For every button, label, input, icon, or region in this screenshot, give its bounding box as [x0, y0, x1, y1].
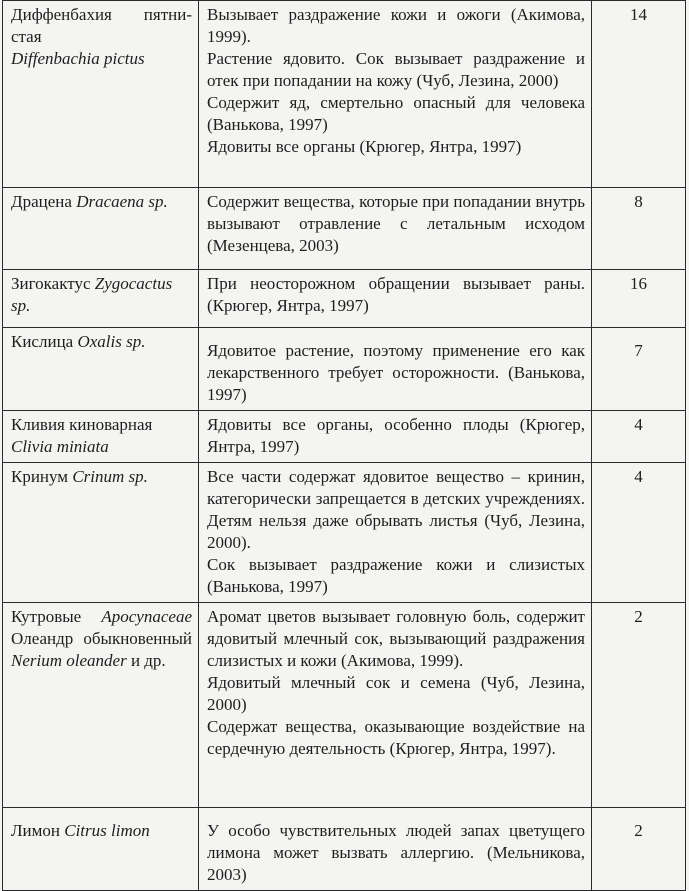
description-cell [199, 463, 592, 603]
description-paragraph: Все части содержат ядовитое вещество – кринин, категорически запрещается в детских учреждениях. Детям нельзя даже обрывать листья (Чуб, Лезина, 2000). [207, 467, 585, 552]
description-paragraph: Сок вызывает раздражение кожи и слизистых (Ванькова, 1997) [207, 555, 585, 596]
count-cell [592, 808, 686, 891]
plant-name-cell [3, 808, 199, 891]
plant-name-cell [3, 188, 199, 270]
description-cell [199, 188, 592, 270]
description-cell [199, 1, 592, 188]
table-row [3, 328, 686, 411]
count-cell: 14 [592, 1, 686, 188]
description-paragraph: При неосторожном обращении вызывает раны. (Крюгер, Янтра, 1997) [207, 274, 585, 315]
count-value: 7 [634, 341, 643, 360]
description-paragraph: Ядовиты все органы, особенно плоды (Крюгер, Янтра, 1997) [207, 415, 585, 456]
table-row [3, 188, 686, 270]
table-row [3, 463, 686, 603]
description-paragraph: У особо чувствительных людей запах цветущего лимона может вызвать аллергию. (Мельникова, 2003) [207, 821, 585, 884]
plant-name: и др. [126, 651, 166, 670]
plant-name: Кислица [11, 332, 78, 351]
count-cell: 8 [592, 188, 686, 270]
plant-name-cell [3, 270, 199, 328]
description-paragraph: Вызывает раздражение кожи и ожоги (Акимова, 1999). [207, 5, 585, 46]
count-cell [592, 328, 686, 411]
plant-name: стая [11, 27, 42, 46]
plant-latin-name: Apocynaceae [101, 607, 192, 626]
plant-latin-name: Dracaena sp. [76, 192, 168, 211]
plant-latin-name: Nerium oleander [11, 651, 127, 670]
description-cell [199, 411, 592, 463]
description-paragraph: Содержат вещества, оказывающие воздействие на сердечную деятельность (Крюгер, Янтра, 1997). [207, 717, 585, 758]
table-row [3, 270, 686, 328]
plant-name-cell [3, 603, 199, 808]
plant-name: Кливия киноварная [11, 415, 153, 434]
plant-name: Лимон [11, 821, 65, 840]
description-paragraph: Содержит яд, смертельно опасный для человека (Ванькова, 1997) [207, 93, 585, 134]
plant-name-group [11, 606, 192, 672]
description-paragraph: Ядовиты все органы (Крюгер, Янтра, 1997) [207, 137, 522, 156]
description-paragraph: Растение ядовито. Сок вызывает раздражение и отек при попадании на кожу (Чуб, Лезина, 2000) [207, 49, 585, 90]
plant-name: Кутровые [11, 607, 102, 626]
plant-latin-name: Crinum sp. [72, 467, 148, 486]
plant-name-cell [3, 1, 199, 188]
table-row [3, 603, 686, 808]
plant-latin-name: Diffenbachia pictus [11, 49, 145, 68]
count-value: 2 [634, 821, 643, 840]
count-cell: 16 [592, 270, 686, 328]
plant-name-cell [3, 411, 199, 463]
plant-latin-name: Oxalis sp. [77, 332, 146, 351]
toxic-plants-table [2, 0, 686, 891]
table-row [3, 1, 686, 188]
description-paragraph: Аромат цветов вызывает головную боль, содержит ядовитый млечный сок, вызывающий раздражения слизистых и кожи (Акимова, 1999). [207, 607, 585, 670]
plant-name: Кринум [11, 467, 73, 486]
table-row [3, 411, 686, 463]
plant-name: Зигокактус [11, 274, 95, 293]
plant-latin-name: Citrus limon [64, 821, 150, 840]
plant-name: Драцена [11, 192, 77, 211]
plant-latin-name: Clivia miniata [11, 437, 109, 456]
plant-name-cell [3, 328, 199, 411]
plant-name-cell [3, 463, 199, 603]
count-cell: 2 [592, 603, 686, 808]
count-cell: 4 [592, 411, 686, 463]
description-paragraph: Ядовитое растение, поэтому применение его как лекарственного требует осторожности. (Ванькова, 1997) [207, 341, 585, 404]
plant-name: Олеандр обыкновенный [11, 629, 192, 648]
description-cell [199, 603, 592, 808]
plant-name: Диффенбахия пятни- [11, 5, 192, 24]
description-paragraph: Содержит вещества, которые при попадании внутрь вызывают отравление с летальным исходом (Мезенцева, 2003) [207, 192, 585, 255]
description-cell [199, 808, 592, 891]
description-cell [199, 328, 592, 411]
count-cell: 4 [592, 463, 686, 603]
description-paragraph: Ядовитый млечный сок и семена (Чуб, Лезина, 2000) [207, 673, 585, 714]
table-row [3, 808, 686, 891]
description-cell [199, 270, 592, 328]
plant-latin-name: Zygocactus sp. [11, 274, 173, 315]
